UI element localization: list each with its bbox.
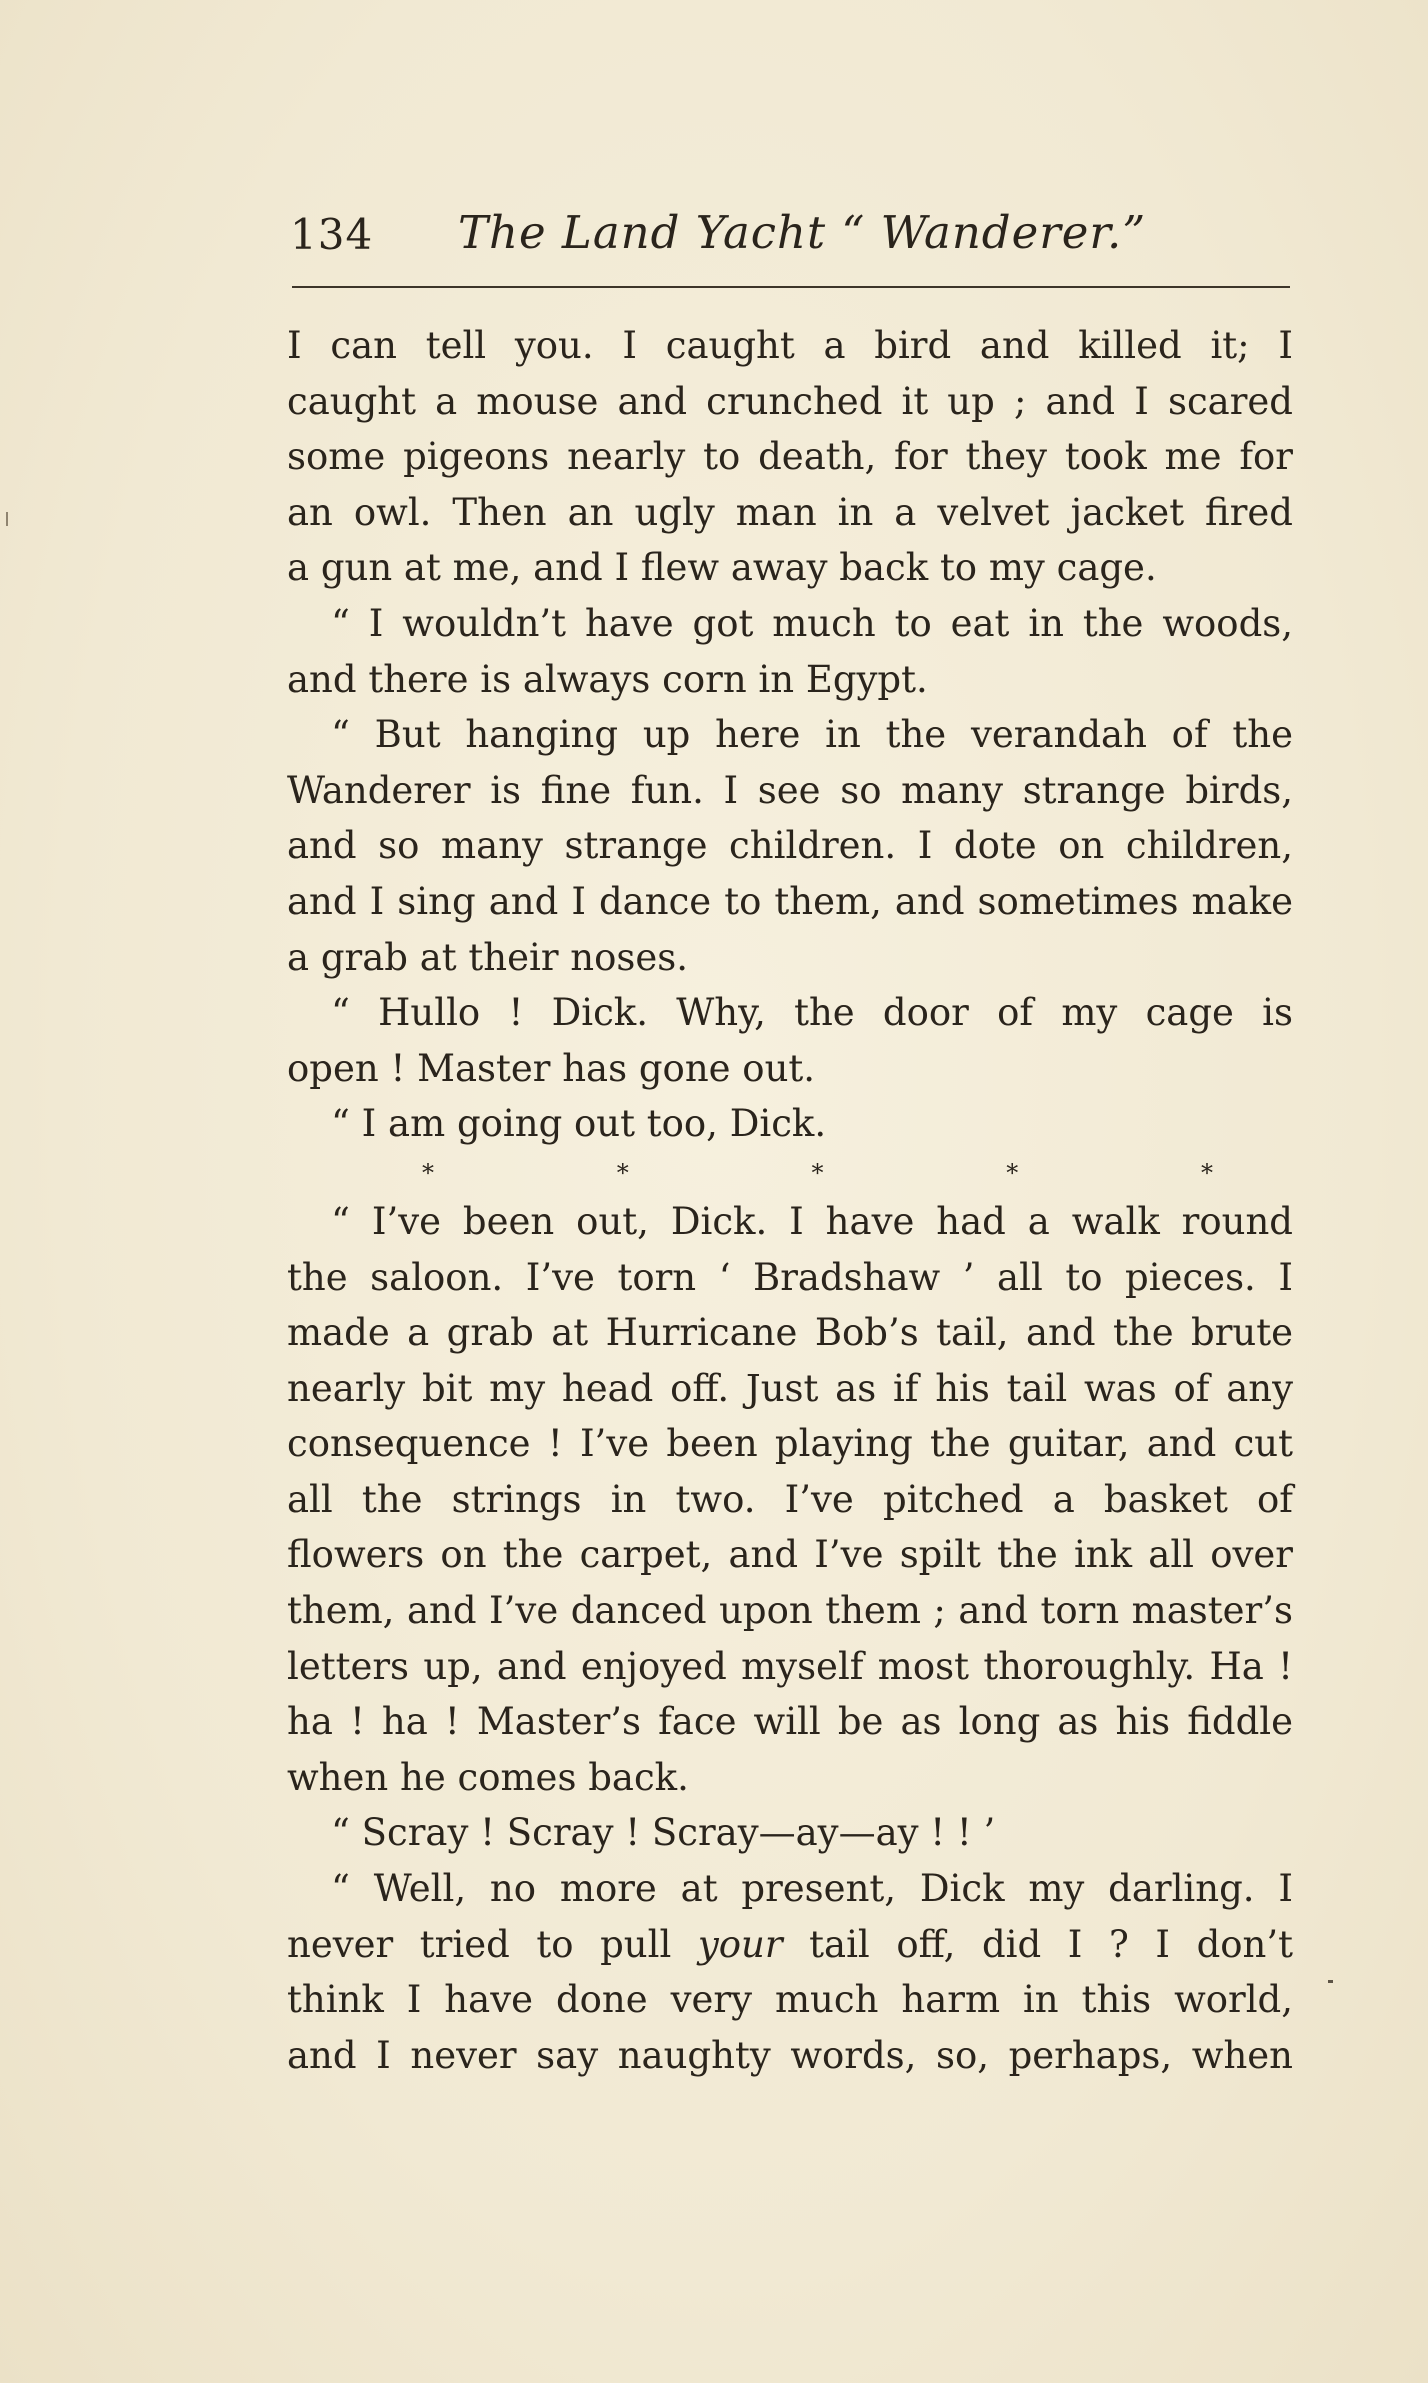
margin-mark: [1328, 1980, 1333, 1983]
text-line: “ But hanging up here in the verandah of the: [331, 713, 1293, 757]
text-line: “ Well, no more at present, Dick my darling. I: [331, 1867, 1293, 1911]
margin-mark: [6, 512, 8, 526]
text-line: [287, 1917, 1293, 1973]
text-line: all the strings in two. I’ve pitched a basket of: [287, 1477, 1293, 1521]
asterisk: *: [422, 1158, 434, 1187]
text-line: “ Scray ! Scray ! Scray—ay—ay ! ! ’: [331, 1811, 996, 1855]
emphasized-word: your: [697, 1922, 783, 1966]
text-fragment: never tried to pull: [287, 1922, 672, 1966]
text-line: them, and I’ve danced upon them ; and torn master’s: [287, 1589, 1293, 1633]
running-title: The Land Yacht “ Wanderer.”: [458, 206, 1147, 259]
text-line: caught a mouse and crunched it up ; and I scared: [287, 379, 1293, 423]
text-line: consequence ! I’ve been playing the guitar, and cut: [287, 1422, 1293, 1466]
text-line: “ Hullo ! Dick. Why, the door of my cage is: [331, 991, 1293, 1035]
text-line: open ! Master has gone out.: [287, 1046, 816, 1090]
page-header: [290, 198, 1290, 268]
text-line: think I have done very much harm in this world,: [287, 1978, 1293, 2022]
text-line: “ I’ve been out, Dick. I have had a walk round: [331, 1199, 1293, 1243]
text-line: “ I wouldn’t have got much to eat in the woods,: [331, 601, 1293, 645]
text-line: I can tell you. I caught a bird and killed it; I: [287, 324, 1293, 367]
text-line: the saloon. I’ve torn ‘ Bradshaw ’ all to pieces. I: [287, 1255, 1293, 1299]
text-line: “ I am going out too, Dick.: [331, 1102, 827, 1146]
text-line: some pigeons nearly to death, for they took me for: [287, 435, 1293, 479]
section-break: [287, 1152, 1293, 1194]
text-line: when he comes back.: [287, 1755, 689, 1799]
text-line: and I never say naughty words, so, perhaps, when: [287, 2033, 1293, 2077]
header-rule: [292, 286, 1290, 288]
text-line: nearly bit my head off. Just as if his tail was of any: [287, 1366, 1293, 1410]
text-line: and there is always corn in Egypt.: [287, 657, 928, 701]
text-line: an owl. Then an ugly man in a velvet jacket fired: [287, 490, 1293, 534]
text-line: flowers on the carpet, and I’ve spilt the ink all over: [287, 1533, 1293, 1577]
text-line: Wanderer is fine fun. I see so many strange birds,: [287, 768, 1293, 812]
text-line: and so many strange children. I dote on children,: [287, 824, 1293, 868]
body-text: [287, 318, 1293, 2083]
text-line: and I sing and I dance to them, and sometimes make: [287, 879, 1293, 923]
text-line: ha ! ha ! Master’s face will be as long as his fiddle: [287, 1700, 1293, 1744]
text-line: a grab at their noses.: [287, 935, 689, 979]
asterisk: *: [811, 1158, 824, 1187]
asterisk: *: [1006, 1158, 1019, 1187]
page-number: 134: [290, 210, 374, 259]
text-fragment: tail off, did I ? I don’t: [809, 1922, 1293, 1966]
text-line: made a grab at Hurricane Bob’s tail, and the brute: [287, 1311, 1293, 1355]
text-line: a gun at me, and I flew away back to my cage.: [287, 546, 1157, 590]
asterisk: *: [616, 1158, 629, 1187]
text-line: letters up, and enjoyed myself most thoroughly. Ha !: [287, 1644, 1293, 1688]
asterisk: *: [1201, 1158, 1213, 1187]
